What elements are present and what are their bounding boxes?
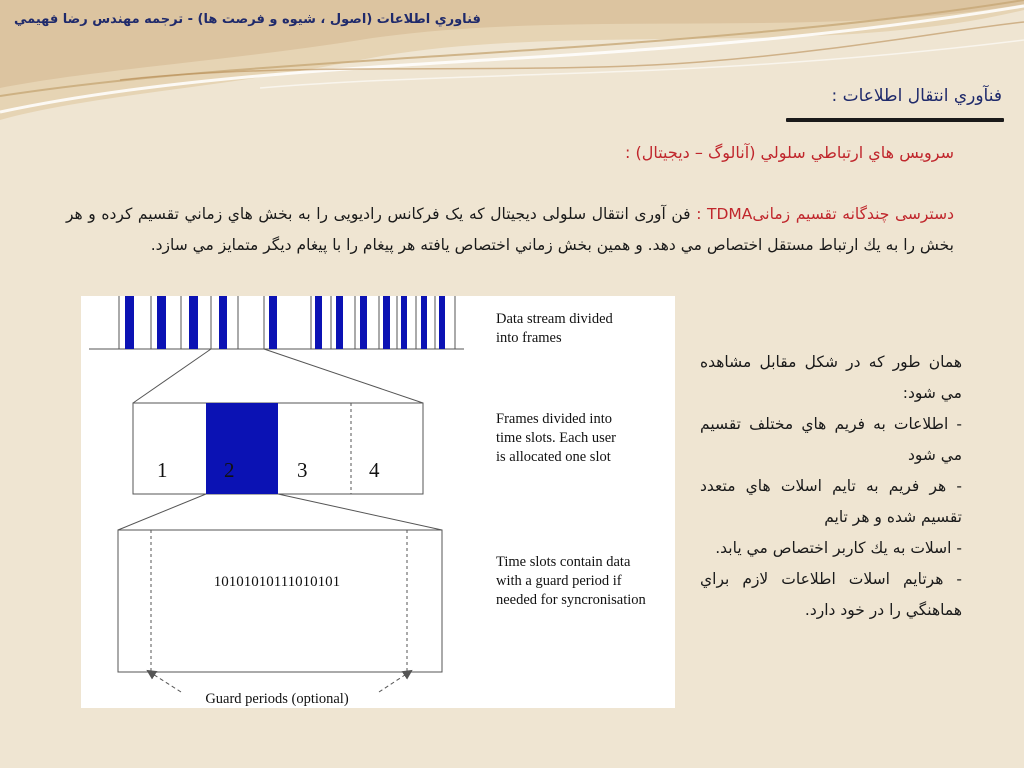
bullet-list bbox=[700, 347, 962, 626]
frames-label: is allocated one slot bbox=[496, 449, 611, 465]
expand-line-left bbox=[118, 494, 206, 530]
guard-periods-label: Guard periods (optional) bbox=[205, 691, 349, 707]
stream-label: Data stream divided bbox=[496, 311, 613, 327]
tdma-diagram bbox=[81, 296, 675, 708]
tdma-description bbox=[66, 199, 954, 261]
data-bits: 10101010111010101 bbox=[213, 574, 341, 590]
frame-slots bbox=[133, 403, 423, 494]
slot-number: 1 bbox=[157, 458, 168, 482]
frames-label: Frames divided into bbox=[496, 411, 612, 427]
slots-label: Time slots contain data bbox=[496, 554, 631, 570]
slots-label: needed for syncronisation bbox=[496, 592, 646, 608]
slots-label: with a guard period if bbox=[496, 573, 622, 589]
stream-label: into frames bbox=[496, 330, 562, 346]
bullet-item: - اطلاعات به فريم هاي مختلف تقسيم مي شود bbox=[700, 415, 962, 464]
expand-line-left bbox=[133, 349, 211, 403]
tdma-term: دسترسی چندگانه تقسیم زمانیTDMA : bbox=[696, 205, 954, 223]
bullet-item: - هر فريم به تايم اسلات هاي متعدد تقسيم شده و هر تايم bbox=[700, 477, 962, 526]
slide-subtitle: سرويس هاي ارتباطي سلولي (آنالوگ – ديجيتال) : bbox=[625, 143, 954, 162]
expand-line-right bbox=[264, 349, 423, 403]
slot-number: 4 bbox=[369, 458, 380, 482]
bullet-intro: همان طور که در شکل مقابل مشاهده مي شود: bbox=[700, 353, 962, 402]
section-title: فنآوري انتقال اطلاعات : bbox=[831, 86, 1002, 106]
guard-arrow-left bbox=[148, 671, 181, 692]
expand-line-right bbox=[278, 494, 442, 530]
allocated-slot bbox=[206, 403, 278, 494]
tdma-explanation: فن آوری انتقال سلولی دیجیتال که یک فرکانس رادیویی را به بخش هاي زماني تقسيم کرده و هر بخش را به يك ارتباط مستقل اختصاص مي دهد. و همين بخش زماني اختصاص يافته هر پيغام را با پيغام ديگر متمايز مي سازد. bbox=[66, 205, 954, 254]
slot-number: 3 bbox=[297, 458, 308, 482]
bullet-item: - اسلات به يك كاربر اختصاص مي يابد. bbox=[715, 539, 962, 557]
bullet-item: - هرتايم اسلات اطلاعات لازم براي هماهنگي را در خود دارد. bbox=[700, 570, 962, 619]
guard-arrow-right bbox=[379, 671, 411, 692]
title-underline bbox=[786, 118, 1004, 122]
time-slot-detail bbox=[118, 530, 442, 672]
presentation-header-title: فناوري اطلاعات (اصول ، شيوه و فرصت ها) - ترجمه مهندس رضا فهيمي bbox=[14, 12, 481, 27]
slot-number: 2 bbox=[224, 458, 235, 482]
frames-label: time slots. Each user bbox=[496, 430, 617, 446]
